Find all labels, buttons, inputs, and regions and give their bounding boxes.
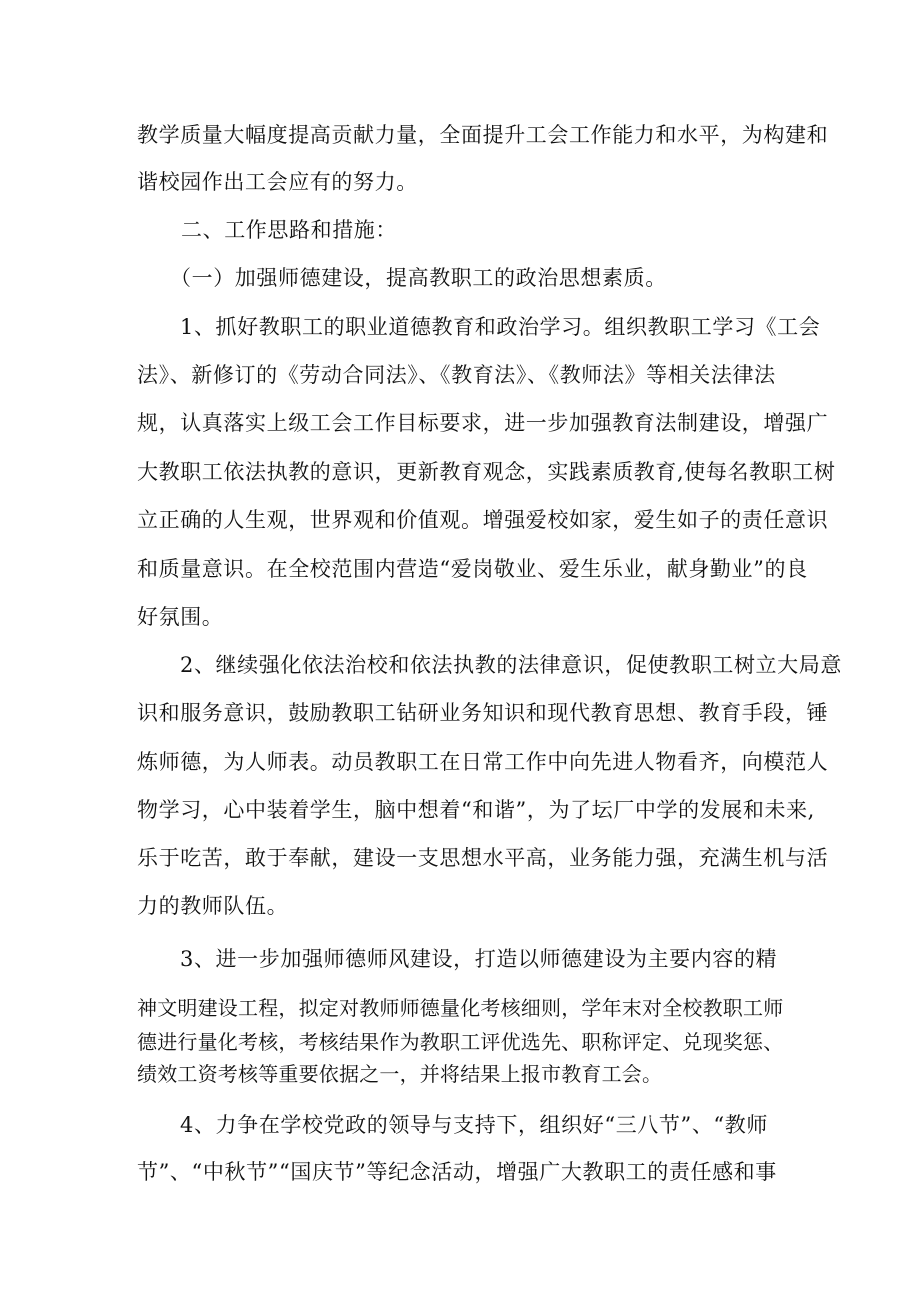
text-line: 炼师德，为人师表。动员教职工在日常工作中向先进人物看齐，向模范人 <box>137 750 829 774</box>
section-heading: 二、工作思路和措施： <box>181 218 397 242</box>
text-line: 立正确的人生观，世界观和价值观。增强爱校如家，爱生如子的责任意识 <box>137 508 829 532</box>
text-line: 节”、“中秋节”“国庆节”等纪念活动，增强广大教职工的责任感和事 <box>137 1160 777 1184</box>
text-line: 1、抓好教职工的职业道德教育和政治学习。组织教职工学习《工会 <box>180 315 821 339</box>
text-line: 和质量意识。在全校范围内营造“爱岗敬业、爱生乐业，献身勤业”的良 <box>137 557 808 581</box>
text-line: 好氛围。 <box>137 605 224 629</box>
text-line: 神文明建设工程，拟定对教师师德量化考核细则，学年末对全校教职工师 <box>137 996 784 1020</box>
text-line: 2、继续强化依法治校和依法执教的法律意识，促使教职工树立大局意 <box>180 653 842 677</box>
text-line: 识和服务意识，鼓励教职工钻研业务知识和现代教育思想、教育手段，锤 <box>137 701 829 725</box>
text-line: 德进行量化考核，考核结果作为教职工评优选先、职称评定、兑现奖惩、 <box>137 1030 784 1054</box>
text-line: 4、力争在学校党政的领导与支持下，组织好“三八节”、“教师 <box>180 1113 768 1137</box>
text-line: 大教职工依法执教的意识，更新教育观念，实践素质教育,使每名教职工树 <box>137 460 836 484</box>
text-line: 教学质量大幅度提高贡献力量，全面提升工会工作能力和水平，为构建和 <box>137 123 829 147</box>
text-line: 物学习，心中装着学生，脑中想着“和谐”，为了坛厂中学的发展和未来, <box>137 798 815 822</box>
text-line: 谐校园作出工会应有的努力。 <box>137 170 418 194</box>
text-line: 乐于吃苦，敢于奉献，建设一支思想水平高，业务能力强，充满生机与活 <box>137 846 829 870</box>
text-line: 力的教师队伍。 <box>137 894 289 918</box>
text-line: 3、进一步加强师德师风建设，打造以师德建设为主要内容的精 <box>180 947 778 971</box>
subsection-heading: （一）加强师德建设，提高教职工的政治思想素质。 <box>170 266 667 290</box>
text-line: 规，认真落实上级工会工作目标要求，进一步加强教育法制建设，增强广 <box>137 411 829 435</box>
text-line: 绩效工资考核等重要依据之一，并将结果上报市教育工会。 <box>137 1062 663 1086</box>
text-line: 法》、新修订的《劳动合同法》、《教育法》、《教师法》等相关法律法 <box>137 363 776 387</box>
